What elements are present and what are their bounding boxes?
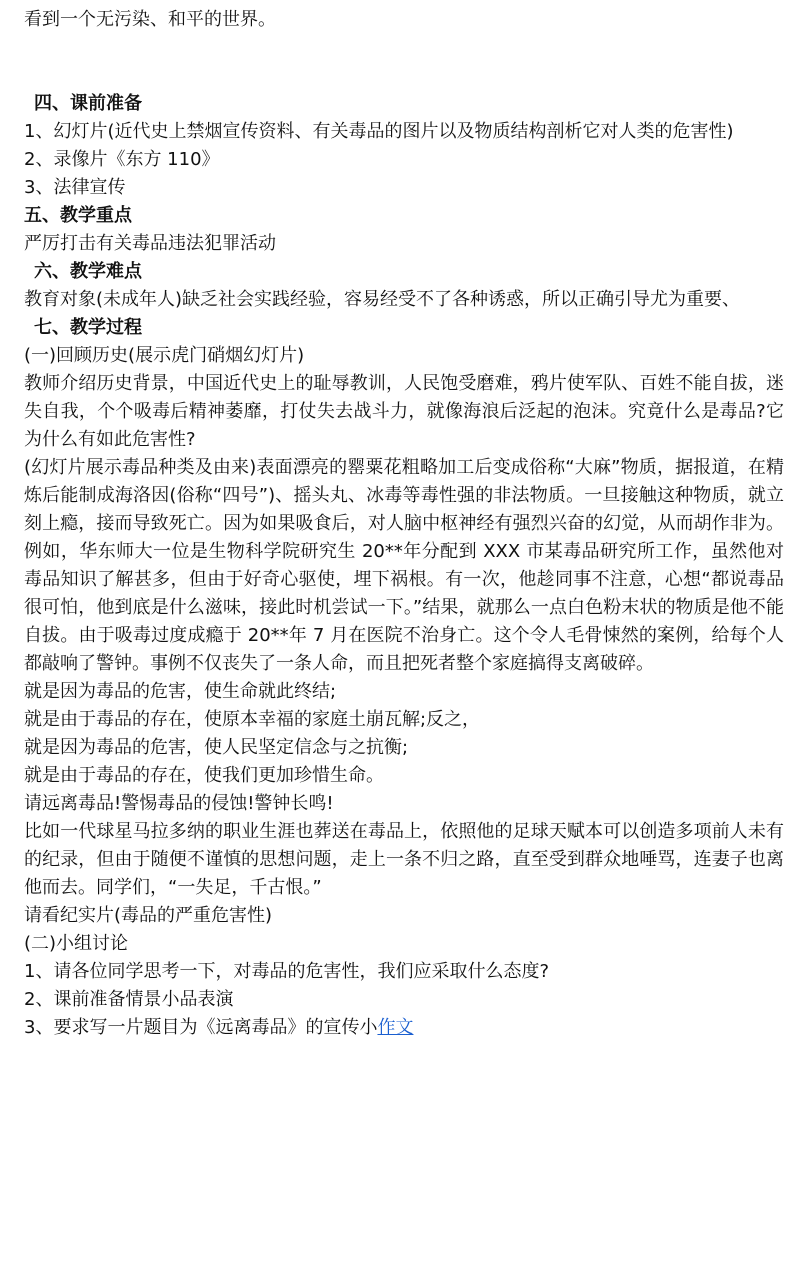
section-heading: 四、课前准备 bbox=[34, 93, 142, 114]
paragraph: 1、幻灯片(近代史上禁烟宣传资料、有关毒品的图片以及物质结构剖析它对人类的危害性) bbox=[24, 121, 734, 142]
paragraph: 请远离毒品!警惕毒品的侵蚀!警钟长鸣! bbox=[24, 793, 334, 814]
spacer bbox=[24, 34, 784, 90]
intro-tail: 看到一个无污染、和平的世界。 bbox=[24, 9, 276, 30]
paragraph: (一)回顾历史(展示虎门硝烟幻灯片) bbox=[24, 345, 305, 366]
paragraph: (幻灯片展示毒品种类及由来)表面漂亮的罂粟花粗略加工后变成俗称“大麻”物质，据报道，在精炼后能制成海洛因(俗称“四号”)、摇头丸、冰毒等毒性强的非法物质。一旦接触这种物质，就立刻上瘾，接而导致死亡。因为如果吸食后，对人脑中枢神经有强烈兴奋的幻觉，从而胡作非为。例如，华东师大一位是生物科学院研究生 20**年分配到 XXX 市某毒品研究所工作，虽然他对毒品知识了解甚多，但由于好奇心驱使，埋下祸根。有一次，他趁同事不注意，心想“都说毒品很可怕，他到底是什么滋味，接此时机尝试一下。”结果，就那么一点白色粉末状的物质是他不能自拔。由于吸毒过度成瘾于 20**年 7 月在医院不治身亡。这个令人毛骨悚然的案例，给每个人都敲响了警钟。事例不仅丧失了一条人命，而且把死者整个家庭搞得支离破碎。 bbox=[24, 457, 784, 674]
section-heading: 七、教学过程 bbox=[34, 317, 142, 338]
paragraph: 就是因为毒品的危害，使生命就此终结; bbox=[24, 681, 337, 702]
last-line bbox=[24, 1014, 784, 1042]
section-heading: 五、教学重点 bbox=[24, 205, 132, 226]
paragraph: 就是由于毒品的存在，使我们更加珍惜生命。 bbox=[24, 765, 384, 786]
paragraph: 3、法律宣传 bbox=[24, 177, 126, 198]
paragraph: (二)小组讨论 bbox=[24, 933, 129, 954]
paragraph: 比如一代球星马拉多纳的职业生涯也葬送在毒品上，依照他的足球天赋本可以创造多项前人未有的纪录，但由于随便不谨慎的思想问题，走上一条不归之路，直至受到群众地唾骂，连妻子也离他而去。同学们，“一失足，千古恨。” bbox=[24, 821, 784, 898]
paragraph: 请看纪实片(毒品的严重危害性) bbox=[24, 905, 273, 926]
paragraph: 1、请各位同学思考一下，对毒品的危害性，我们应采取什么态度? bbox=[24, 961, 550, 982]
sections bbox=[24, 90, 784, 1014]
paragraph: 教师介绍历史背景，中国近代史上的耻辱教训，人民饱受磨难，鸦片使军队、百姓不能自拔，迷失自我，个个吸毒后精神萎靡，打仗失去战斗力，就像海浪后泛起的泡沫。究竟什么是毒品?它为什么有如此危害性? bbox=[24, 373, 784, 450]
paragraph: 就是因为毒品的危害，使人民坚定信念与之抗衡; bbox=[24, 737, 409, 758]
section-heading: 六、教学难点 bbox=[34, 261, 142, 282]
paragraph: 教育对象(未成年人)缺乏社会实践经验，容易经受不了各种诱惑，所以正确引导尤为重要、 bbox=[24, 289, 741, 310]
document-body bbox=[24, 6, 784, 1042]
paragraph: 就是由于毒品的存在，使原本幸福的家庭土崩瓦解;反之， bbox=[24, 709, 481, 730]
essay-link[interactable]: 作文 bbox=[377, 1017, 414, 1038]
last-line-text: 3、要求写一片题目为《远离毒品》的宣传小 bbox=[24, 1017, 378, 1038]
paragraph: 2、课前准备情景小品表演 bbox=[24, 989, 234, 1010]
paragraph: 2、录像片《东方 110》 bbox=[24, 149, 220, 170]
paragraph: 严厉打击有关毒品违法犯罪活动 bbox=[24, 233, 276, 254]
